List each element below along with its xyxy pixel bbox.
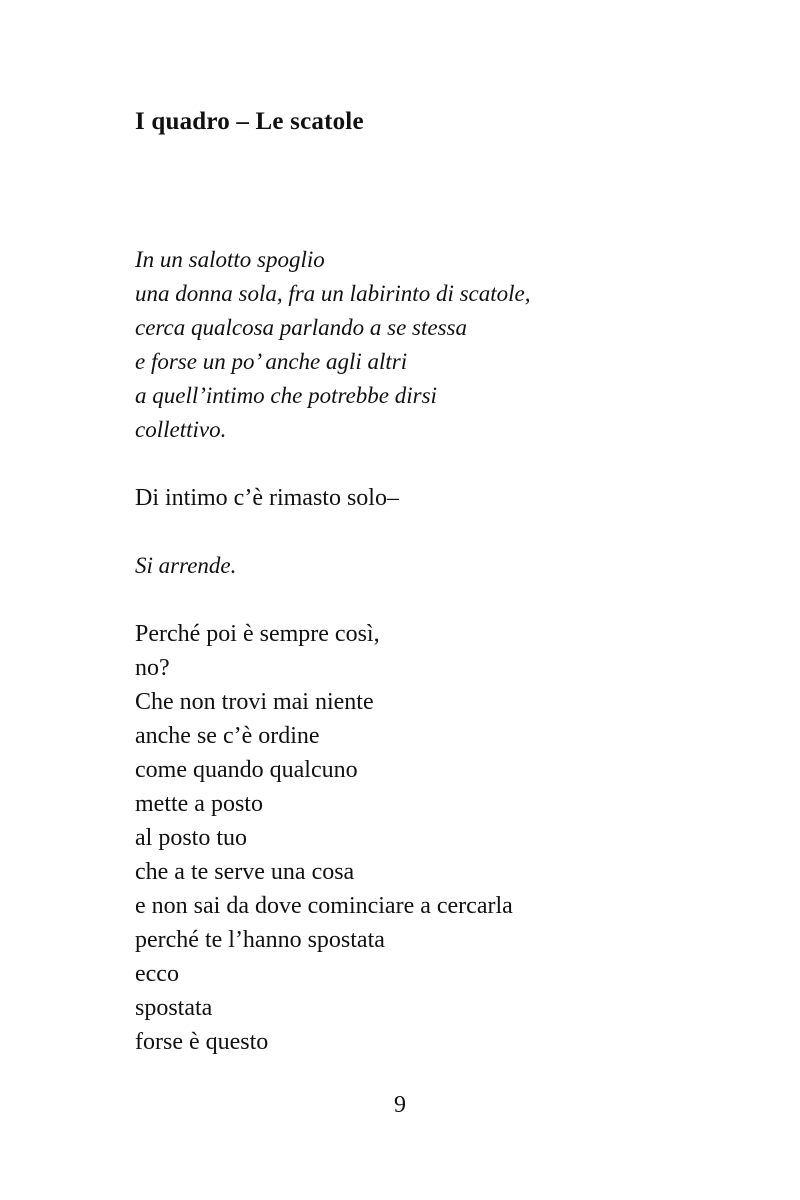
second-stage-direction: Si arrende.: [135, 553, 237, 578]
scene-title: I quadro – Le scatole: [135, 108, 364, 135]
verse-line: che a te serve una cosa: [135, 859, 355, 885]
stage-direction-line: cerca qualcosa parlando a se stessa: [135, 315, 467, 340]
verse-line: ecco: [135, 961, 179, 987]
spoken-line: Di intimo c’è rimasto solo–: [135, 485, 399, 511]
verse-line: forse è questo: [135, 1029, 269, 1055]
page-number: 9: [394, 1092, 406, 1118]
verse-line: perché te l’hanno spostata: [135, 927, 385, 953]
verse-line: e non sai da dove cominciare a cercarla: [135, 893, 513, 919]
verse-line: anche se c’è ordine: [135, 723, 320, 749]
stage-direction-line: a quell’intimo che potrebbe dirsi: [135, 383, 437, 408]
verse-line: Che non trovi mai niente: [135, 689, 374, 715]
stage-direction-line: collettivo.: [135, 417, 227, 442]
verse-line: mette a posto: [135, 791, 263, 817]
stage-direction-line: e forse un po’ anche agli altri: [135, 349, 408, 374]
stage-direction-line: una donna sola, fra un labirinto di scatole,: [135, 281, 531, 306]
verse-line: come quando qualcuno: [135, 757, 358, 783]
stage-direction-line: In un salotto spoglio: [135, 247, 325, 272]
verse-line: al posto tuo: [135, 825, 247, 851]
verse-line: no?: [135, 655, 170, 681]
verse-line: spostata: [135, 995, 213, 1021]
opening-stage-direction: [135, 243, 530, 447]
verse-line: Perché poi è sempre così,: [135, 621, 380, 647]
monologue-verse: [135, 617, 513, 1059]
